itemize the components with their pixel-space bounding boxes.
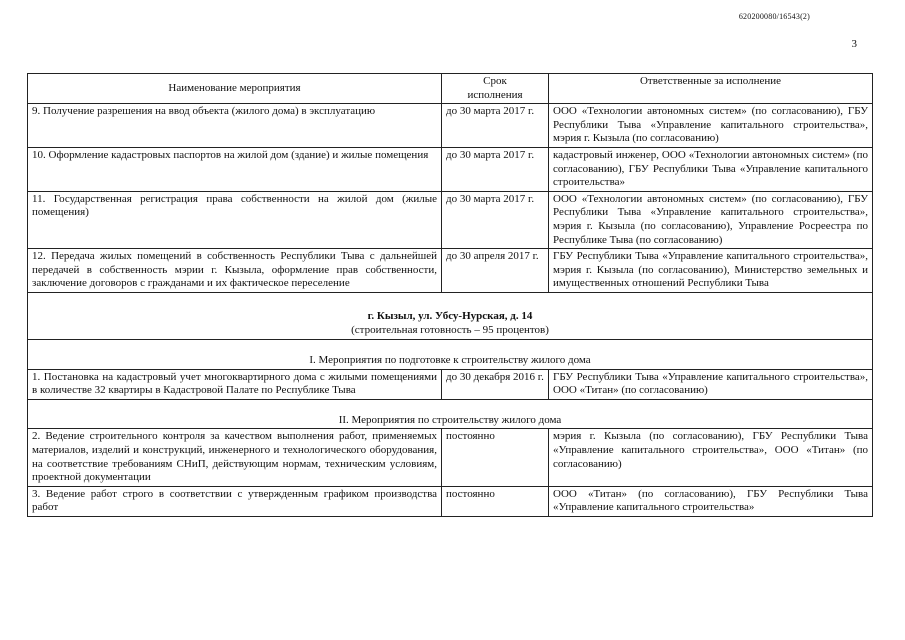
header-deadline-line2: исполнения xyxy=(467,88,523,101)
row-name: 3. Ведение работ строго в соответствии с утвержденным графиком производства работ xyxy=(28,486,442,516)
row-deadline: до 30 декабря 2016 г. xyxy=(442,369,549,399)
events-table xyxy=(27,73,873,517)
row-responsible: мэрия г. Кызыла (по согласованию), ГБУ Республики Тыва «Управление капитального строительства», ООО «Титан» (по согласованию) xyxy=(549,429,873,486)
page-number: 3 xyxy=(851,38,857,50)
table-row xyxy=(28,249,873,293)
table-row xyxy=(28,486,873,516)
header-name: Наименование мероприятия xyxy=(28,74,442,104)
row-responsible: ГБУ Республики Тыва «Управление капитального строительства», мэрия г. Кызыла (по согласованию), Министерство земельных и имущественных отношений Республики Тыва xyxy=(549,249,873,293)
document-id: 620200080/16543(2) xyxy=(738,12,810,21)
row-deadline: до 30 марта 2017 г. xyxy=(442,147,549,191)
row-deadline: постоянно xyxy=(442,486,549,516)
row-responsible: ООО «Технологии автономных систем» (по согласованию), ГБУ Республики Тыва «Управление капитального строительства», мэрия г. Кызыла (по согласованию) xyxy=(549,104,873,148)
table-row xyxy=(28,147,873,191)
row-deadline: до 30 марта 2017 г. xyxy=(442,104,549,148)
row-name: 12. Передача жилых помещений в собственность Республики Тыва с дальнейшей передачей в собственность мэрии г. Кызыла, оформление прав собственности, заключение договоров с гражданами и их фактическое переселение xyxy=(28,249,442,293)
row-responsible: кадастровый инженер, ООО «Технологии автономных систем» (по согласованию), ГБУ Республики Тыва «Управление капитального строительства» xyxy=(549,147,873,191)
section-row xyxy=(28,340,873,370)
table-row xyxy=(28,429,873,486)
row-responsible: ООО «Технологии автономных систем» (по согласованию), ГБУ Республики Тыва «Управление капитального строительства», мэрия г. Кызыла (по согласованию), Управление Росреестра по Республике Тыва (по согласованию) xyxy=(549,191,873,248)
row-responsible: ГБУ Республики Тыва «Управление капитального строительства», ООО «Титан» (по согласованию) xyxy=(549,369,873,399)
row-name: 10. Оформление кадастровых паспортов на жилой дом (здание) и жилые помещения xyxy=(28,147,442,191)
table-row xyxy=(28,369,873,399)
table-row xyxy=(28,191,873,248)
row-deadline: до 30 апреля 2017 г. xyxy=(442,249,549,293)
header-deadline-line1: Срок xyxy=(483,75,507,87)
section1-title: I. Мероприятия по подготовке к строительству жилого дома xyxy=(28,340,873,370)
section-row xyxy=(28,399,873,429)
section2-title: II. Мероприятия по строительству жилого дома xyxy=(28,399,873,429)
table-header-row xyxy=(28,74,873,104)
row-deadline: постоянно xyxy=(442,429,549,486)
header-responsible: Ответственные за исполнение xyxy=(549,74,873,104)
row-name: 11. Государственная регистрация права собственности на жилой дом (жилые помещения) xyxy=(28,191,442,248)
row-responsible: ООО «Титан» (по согласованию), ГБУ Республики Тыва «Управление капитального строительства» xyxy=(549,486,873,516)
address-title: г. Кызыл, ул. Убсу-Нурская, д. 14 xyxy=(367,309,533,322)
row-name: 9. Получение разрешения на ввод объекта (жилого дома) в эксплуатацию xyxy=(28,104,442,148)
address-row xyxy=(28,292,873,339)
row-name: 2. Ведение строительного контроля за качеством выполнения работ, применяемых материалов, изделий и конструкций, инженерного и технологического оборудования, на соответствие требованиям СНиП, действующим нормам, техническим условиям, проектной документации xyxy=(28,429,442,486)
row-name: 1. Постановка на кадастровый учет многоквартирного дома с жилыми помещениями в количестве 32 квартиры в Кадастровой Палате по Республике Тыва xyxy=(28,369,442,399)
row-deadline: до 30 марта 2017 г. xyxy=(442,191,549,248)
address-subtitle: (строительная готовность – 95 процентов) xyxy=(351,323,549,336)
header-deadline xyxy=(442,74,549,104)
table-row xyxy=(28,104,873,148)
